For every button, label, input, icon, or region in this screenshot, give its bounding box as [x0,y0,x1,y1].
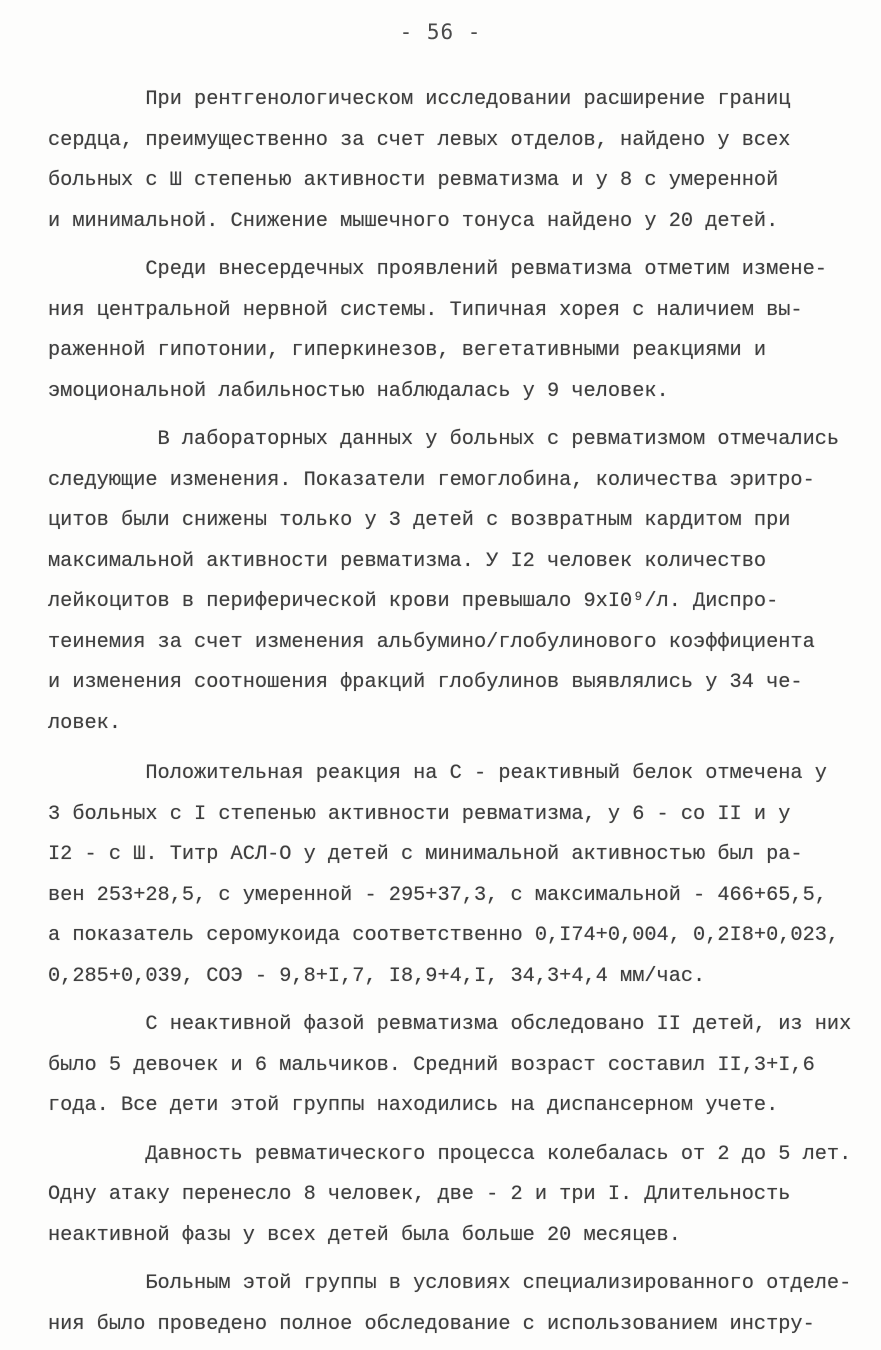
text-line: теинемия за счет изменения альбумино/глобулинового коэффициента [48,630,815,654]
text-line: Одну атаку перенесло 8 человек, две - 2 и три I. Длительность [48,1183,791,1206]
text-line: цитов были снижены только у 3 детей с возвратным кардитом при [48,509,791,532]
paragraph-laboratory [48,420,848,744]
document-body [48,80,852,1345]
text-line: ловек. [48,711,122,735]
text-line: года. Все дети этой группы находились на диспансерном учете. [48,1094,779,1117]
text-line: раженной гипотонии, гиперкинезов, вегетативными реакциями и [48,339,767,362]
text-line: было 5 девочек и 6 мальчиков. Средний возраст составил II,3+I,6 [48,1053,815,1077]
text-line: С неактивной фазой ревматизма обследовано II детей, из них [48,1013,852,1036]
text-line: 0,285+0,039, СОЭ - 9,8+I,7, I8,9+4,I, 34,3+4,4 мм/час. [48,964,706,988]
text-line: I2 - с Ш. Титр АСЛ-О у детей с минимальной активностью был ра- [48,843,803,866]
paragraph-inactive-phase [48,1005,852,1127]
text-line: максимальной активности ревматизма. У I2 человек количество [48,549,767,573]
text-line: сердца, преимущественно за счет левых отделов, найдено у всех [48,128,791,152]
text-line: Среди внесердечных проявлений ревматизма отметим измене- [48,258,827,281]
paragraph-process-duration [48,1135,852,1257]
text-line: ния центральной нервной системы. Типичная хорея с наличием вы- [48,298,803,322]
text-line: В лабораторных данных у больных с ревматизмом отмечались [48,428,840,451]
page-number: - 56 - [399,20,482,44]
text-line: лейкоцитов в периферической крови превышало 9хI0⁹/л. Диспро- [48,590,779,613]
text-line: Больным этой группы в условиях специализированного отделе- [48,1272,852,1295]
paragraph-extracardiac [48,250,848,412]
paragraph-c-reactive-protein [48,754,848,997]
text-line: неактивной фазы у всех детей была больше 20 месяцев. [48,1223,681,1247]
text-line: ния было проведено полное обследование с использованием инстру- [48,1312,815,1336]
text-line: а показатель серомукоида соответственно 0,I74+0,004, 0,2I8+0,023, [48,924,840,947]
text-line: Давность ревматического процесса колебалась от 2 до 5 лет. [48,1142,852,1166]
text-line: вен 253+28,5, с умеренной - 295+37,3, с максимальной - 466+65,5, [48,883,827,907]
paragraph-examination [48,1264,852,1345]
text-line: больных с Ш степенью активности ревматизма и у 8 с умеренной [48,169,779,192]
text-line: эмоциональной лабильностью наблюдалась у 9 человек. [48,379,669,403]
text-line: При рентгенологическом исследовании расширение границ [48,88,791,111]
paragraph-xray [48,80,848,242]
text-line: и изменения соотношения фракций глобулинов выявлялись у 34 че- [48,671,803,694]
text-line: 3 больных с I степенью активности ревматизма, у 6 - со II и у [48,802,791,826]
text-line: Положительная реакция на С - реактивный белок отмечена у [48,762,827,785]
text-line: и минимальной. Снижение мышечного тонуса найдено у 20 детей. [48,209,779,233]
text-line: следующие изменения. Показатели гемоглобина, количества эритро- [48,468,815,492]
